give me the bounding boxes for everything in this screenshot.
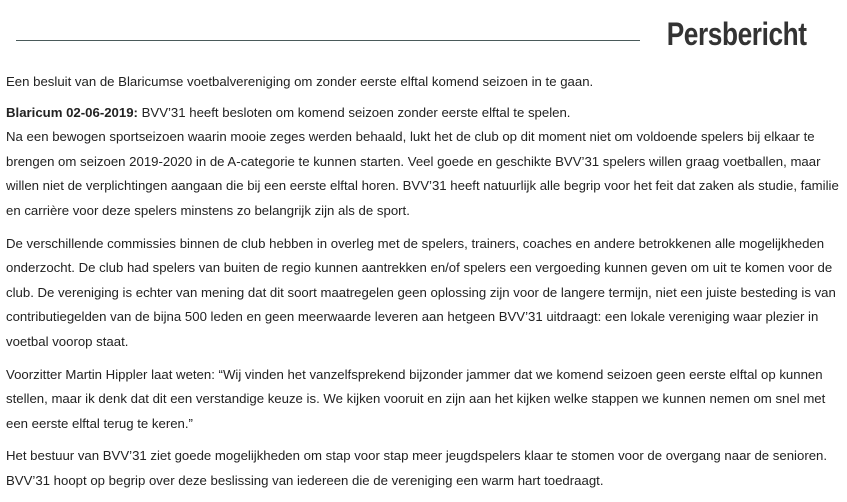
intro-paragraph: Een besluit van de Blaricumse voetbalvereniging om zonder eerste elftal komend seizoen in te gaan. bbox=[6, 74, 594, 89]
lead-paragraph-text: BVV’31 heeft besloten om komend seizoen zonder eerste elftal te spelen. Na een bewogen sportseizoen waarin mooie zeges werden behaald, lukt het de club op dit moment niet om voldoende spelers bij elkaar te brengen om seizoen 2019-2020 in de A-categorie te kunnen starten. Veel goede en geschikte BVV’31 spelers willen graag voetballen, maar willen niet de verplichtingen aangaan die bij een eerste elftal horen. BVV’31 heeft natuurlijk alle begrip voor het feit dat zaken als studie, familie en carrière voor deze spelers minstens zo belangrijk zijn als de sport. bbox=[6, 104, 839, 218]
body-paragraph-commissions: De verschillende commissies binnen de club hebben in overleg met de spelers, trainers, coaches en andere betrokkenen alle mogelijkheden onderzocht. De club had spelers van buiten de regio kunnen aantrekken en/of spelers een vergoeding kunnen geven om uit te komen voor de club. De vereniging is echter van mening dat dit soort maatregelen geen oplossing zijn voor de langere termijn, niet een juiste besteding is van contributiegelden van de bijna 500 leden en geen meerwaarde leveren aan hetgeen BVV’31 uitdraagt: een lokale vereniging waar plezier in voetbal voorop staat. bbox=[6, 235, 836, 349]
press-release-body bbox=[6, 70, 842, 502]
body-paragraph-board: Het bestuur van BVV’31 ziet goede mogelijkheden om stap voor stap meer jeugdspelers klaar te stomen voor de overgang naar de senioren. BVV’31 hoopt op begrip over deze beslissing van iedereen die de vereniging een warm hart toedraagt. bbox=[6, 448, 828, 488]
page-title: Persbericht bbox=[667, 16, 807, 52]
dateline: Blaricum 02-06-2019: bbox=[6, 104, 138, 120]
body-paragraph-chairman-quote: Voorzitter Martin Hippler laat weten: “Wij vinden het vanzelfsprekend bijzonder jammer dat we komend seizoen geen eerste elftal op kunnen stellen, maar ik denk dat dit een verstandige keuze is. We kijken vooruit en zijn aan het kijken welke stappen we kunnen nemen om snel met een eerste elftal terug te keren.” bbox=[6, 366, 826, 431]
lead-paragraph bbox=[6, 101, 842, 224]
header-divider bbox=[16, 40, 640, 41]
page-header bbox=[0, 0, 847, 60]
